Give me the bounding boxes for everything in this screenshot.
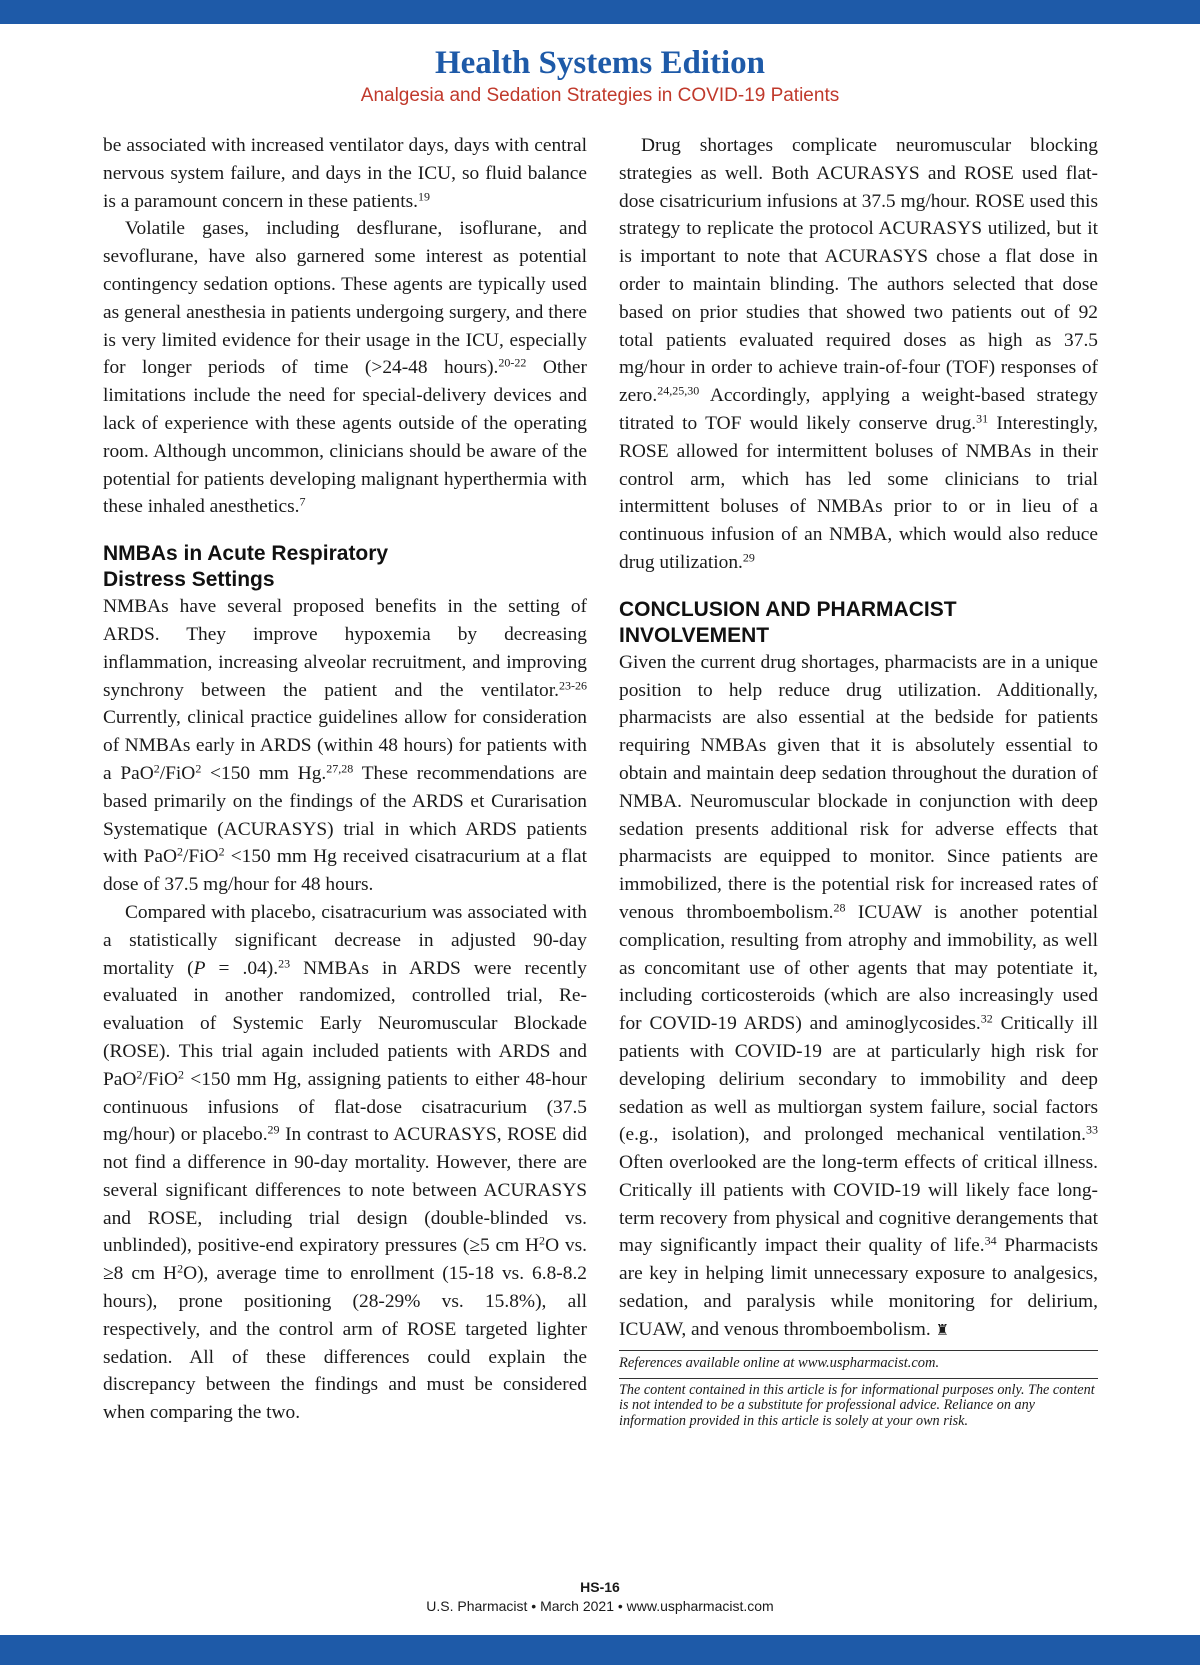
references-note: References available online at www.uspharmacist.com. — [619, 1350, 1098, 1372]
right-column — [619, 132, 1098, 1429]
paragraph-conclusion: Given the current drug shortages, pharmacists are in a unique position to help reduce drug utilization. Additionally, pharmacists are also essential at the bedside for patients requiring NMBAs given that it is absolutely essential to obtain and maintain deep sedation throughout the duration of NMBA. Neuromuscular blockade in conjunction with deep sedation presents additional risk for adverse effects that pharmacists are equipped to monitor. Since patients are immobilized, there is the potential risk for increased rates of venous thromboembolism.$^{28}$ ICUAW is another potential complication, resulting from atrophy and immobility, as well as concomitant use of other agents that may potentiate it, including corticosteroids (which are also increasingly used for COVID-19 ARDS) and aminoglycosides.$^{32}$ Critically ill patients with COVID-19 are at particularly high risk for developing delirium secondary to immobility and deep sedation as well as multiorgan system failure, social factors (e.g., isolation), and prolonged mechanical ventilation.$^{33}$ Often overlooked are the long-term effects of critical illness. Critically ill patients with COVID-19 will likely face long-term recovery from physical and cognitive derangements that may significantly impact their quality of life.$^{34}$ Pharmacists are key in helping limit unnecessary exposure to analgesics, sedation, and paralysis while monitoring for delirium, ICUAW, and venous thromboembolism. ♜ — [619, 651, 1098, 1340]
page-number: HS-16 — [580, 1579, 620, 1595]
page-header — [0, 44, 1200, 108]
article-subtitle: Analgesia and Sedation Strategies in COVID-19 Patients — [360, 85, 840, 106]
section-heading-conclusion: CONCLUSION AND PHARMACIST INVOLVEMENT — [619, 597, 957, 647]
section-heading-nmbas: NMBAs in Acute Respiratory Distress Settings — [103, 542, 389, 592]
paragraph-volatile-gases: Volatile gases, including desflurane, isoflurane, and sevoflurane, have also garnered some interest as potential contingency sedation options. These agents are typically used as general anesthesia in patients undergoing surgery, and there is very limited evidence for their usage in the ICU, especially for longer periods of time (>24-48 hours).$^{20-22}$ Other limitations include the need for special-delivery devices and lack of experience with these agents outside of the operating room. Although uncommon, clinicians should be aware of the potential for patients developing malignant hyperthermia with these inhaled anesthetics.$^7$ — [103, 218, 587, 518]
end-mark-icon: ♜ — [935, 1322, 950, 1339]
left-column — [103, 132, 587, 1427]
edition-title: Health Systems Edition — [434, 45, 766, 81]
paragraph-drug-shortages: Drug shortages complicate neuromuscular blocking strategies as well. Both ACURASYS and ROSE used flat-dose cisatricurium infusions at 37.5 mg/hour. ROSE used this strategy to replicate the protocol ACURASYS utilized, but it is important to note that ACURASYS chose a flat dose in order to maintain blinding. The authors selected that dose based on prior studies that showed two patients out of 92 total patients evaluated required doses as high as 37.5 mg/hour in order to achieve train-of-four (TOF) responses of zero.$^{24,25,30}$ Accordingly, applying a weight-based strategy titrated to TOF would likely conserve drug.$^{31}$ Interestingly, ROSE allowed for intermittent boluses of NMBAs in their control arm, which has led some clinicians to trial intermittent boluses of NMBAs prior to or in lieu of a continuous infusion of an NMBA, which would also reduce drug utilization.$^{29}$ — [619, 135, 1098, 573]
paragraph-acurasys-rose: Compared with placebo, cisatracurium was associated with a statistically significant decrease in adjusted 90-day mortality (P = .04).$^{23}$ NMBAs in ARDS were recently evaluated in another randomized, controlled trial, Re-evaluation of Systemic Early Neuromuscular Blockade (ROSE). This trial again included patients with ARDS and PaO$^2$/FiO$^2$ <150 mm Hg, assigning patients to either 48-hour continuous infusions of flat-dose cisatracurium (37.5 mg/hour) or placebo.$^{29}$ In contrast to ACURASYS, ROSE did not find a difference in 90-day mortality. However, there are several significant differences to note between ACURASYS and ROSE, including trial design (double-blinded vs. unblinded), positive-end expiratory pressures (≥5 cm $H^2O$ vs. ≥8 cm $H^2O$), average time to enrollment (15-18 vs. 6.8-8.2 hours), prone positioning (28-29% vs. 15.8%), all respectively, and the control arm of ROSE targeted lighter sedation. All of these differences could explain the discrepancy between the findings and must be considered when comparing the two. — [103, 901, 587, 1424]
page-footer — [0, 1578, 1200, 1616]
paragraph-fluid-balance: be associated with increased ventilator days, days with central nervous system failure, and days in the ICU, so fluid balance is a paramount concern in these patients.$^{19}$ — [103, 135, 587, 212]
paragraph-nmba-benefits: NMBAs have several proposed benefits in the setting of ARDS. They improve hypoxemia by decreasing inflammation, increasing alveolar recruitment, and improving synchrony between the patient and the ventilator.$^{23-26}$ Currently, clinical practice guidelines allow for consideration of NMBAs early in ARDS (within 48 hours) for patients with a PaO$^2$/FiO$^2$ <150 mm Hg.$^{27,28}$ These recommendations are based primarily on the findings of the ARDS et Curarisation Systematique (ACURASYS) trial in which ARDS patients with PaO$^2$/FiO$^2$ <150 mm Hg received cisatracurium at a flat dose of 37.5 mg/hour for 48 hours. — [103, 596, 587, 896]
top-color-bar — [0, 0, 1200, 24]
bottom-color-bar — [0, 1635, 1200, 1665]
publication-line: U.S. Pharmacist • March 2021 • www.uspharmacist.com — [426, 1598, 774, 1614]
disclaimer-note: The content contained in this article is for informational purposes only. The content is not intended to be a substitute for professional advice. Reliance on any information provided in this article is solely at your own risk. — [619, 1378, 1098, 1430]
